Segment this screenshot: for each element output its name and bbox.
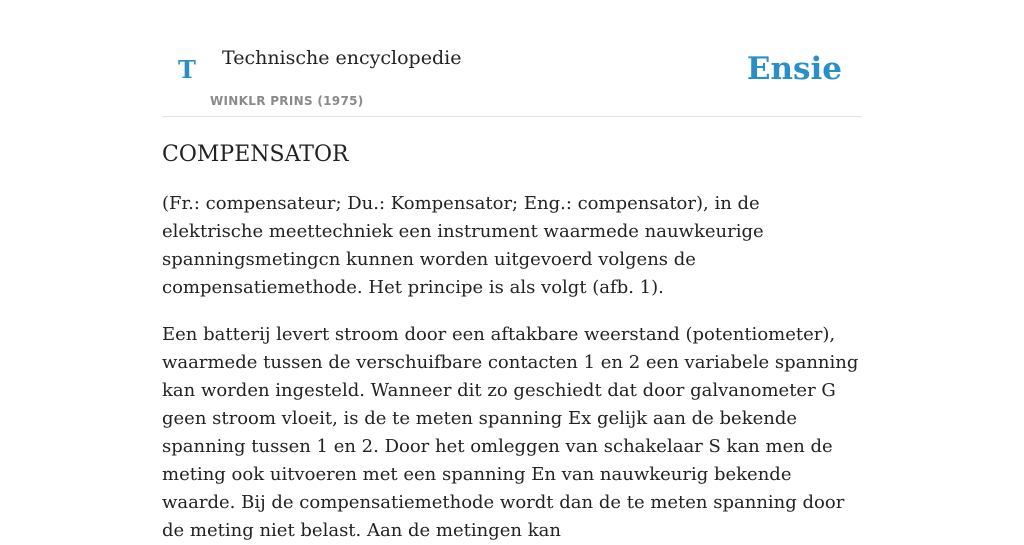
book-subtitle: WINKLR PRINS (1975) [210,94,364,108]
article-paragraph: Een batterij levert stroom door een aftakbare weerstand (potentiometer), waarmede tussen de verschuifbare contacten 1 en 2 een variabele spanning kan worden ingesteld. Wanneer dit zo geschiedt dat door galvanometer G geen stroom vloeit, is de te meten spanning Ex gelijk aan de bekende spanning tussen 1 en 2. Door het omleggen van schakelaar S kan men de meting ook uitvoeren met een spanning En van nauwkeurig bekende waarde. Bij de compensatiemethode wordt dan de te meten spanning door de meting niet belast. Aan de metingen kan [162,324,859,541]
ensie-logo-link[interactable]: Ensie [746,51,842,87]
book-logo-icon[interactable]: T [178,55,196,84]
header [162,0,862,117]
book-title-link[interactable]: Technische encyclopedie [222,47,462,69]
article-title: COMPENSATOR [162,142,349,167]
article [162,138,862,545]
article-paragraph: (Fr.: compensateur; Du.: Kompensator; Eng.: compensator), in de elektrische meettechniek een instrument waarmede nauwkeurige spanningsmetingcn kunnen worden uitgevoerd volgens de compensatiemethode. Het principe is als volgt (afb. 1). [162,193,764,298]
